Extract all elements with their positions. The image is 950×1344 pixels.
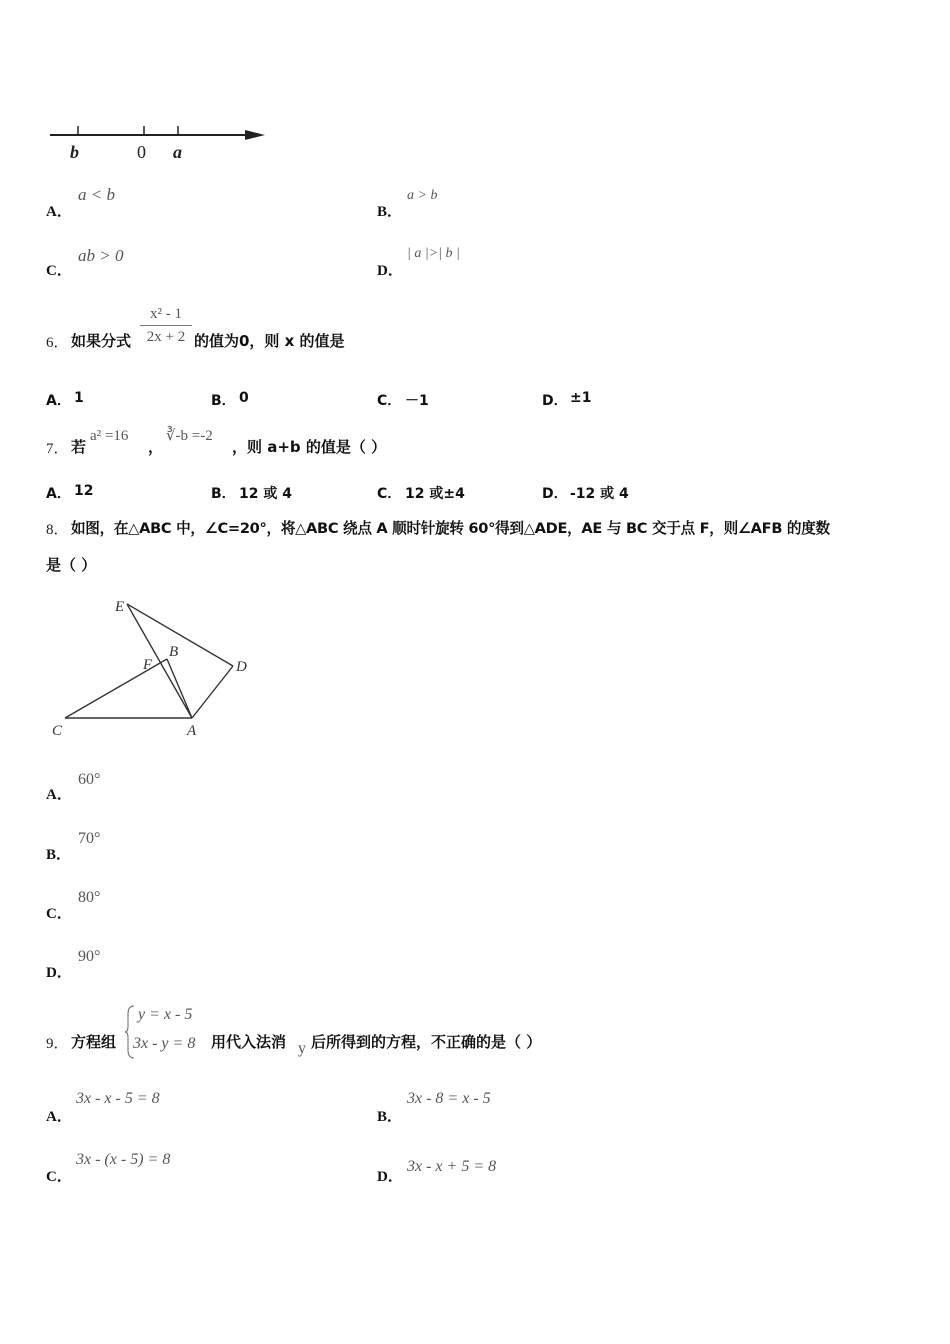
figure-label-f: F	[143, 657, 153, 673]
q6-number: 6．	[46, 335, 69, 351]
q7-cond2: ∛-b =-2	[166, 428, 213, 444]
q8-option-b-value: 70°	[78, 830, 101, 847]
segment-DA	[192, 666, 233, 718]
q5-option-a-expr: a < b	[78, 185, 115, 204]
q5-option-a-label: A．	[46, 204, 72, 220]
q5-option-b-label: B．	[377, 204, 403, 220]
number-line-arrow	[245, 130, 265, 140]
q8-option-b-label: B．	[46, 847, 72, 863]
q7-prefix: 若	[71, 438, 87, 456]
q9-option-c-label: C．	[46, 1169, 72, 1185]
q9-prefix: 方程组	[71, 1033, 117, 1051]
q6-option-b-label: B．	[211, 393, 236, 409]
q5-option-c-expr: ab > 0	[78, 246, 124, 265]
q9-equation-1: y = x - 5	[138, 1006, 193, 1023]
q6-option-d-text: ±1	[570, 390, 592, 406]
q8-triangle-figure	[45, 592, 260, 742]
q7-number: 7．	[46, 441, 69, 457]
q6-option-c-text: －1	[405, 393, 429, 409]
q8-text-line2: 是（ ）	[46, 556, 97, 574]
q6-fraction	[140, 305, 192, 346]
q8-option-a-value: 60°	[78, 771, 101, 788]
segment-EA	[127, 604, 192, 718]
q9-option-a-label: A．	[46, 1109, 72, 1125]
q7-cond1: a² =16	[90, 428, 129, 444]
q7-option-a-label: A．	[46, 486, 71, 502]
q8-option-d-label: D．	[46, 965, 72, 981]
q6-numerator: x² - 1	[150, 306, 182, 322]
q9-option-d-label: D．	[377, 1169, 403, 1185]
q7-option-a-text: 12	[74, 483, 94, 499]
q7-option-c-text: 12 或±4	[405, 486, 465, 502]
number-line-figure	[45, 118, 275, 168]
q7-option-d-label: D．	[542, 486, 568, 502]
q6-prefix: 如果分式	[71, 332, 132, 350]
q9-option-a-expr: 3x - x - 5 = 8	[76, 1090, 160, 1107]
q9-option-d-expr: 3x - x + 5 = 8	[407, 1158, 497, 1175]
figure-label-d: D	[236, 659, 247, 675]
q6-option-d-label: D．	[542, 393, 568, 409]
q7-separator: ，	[148, 438, 164, 456]
q6-option-b-text: 0	[239, 390, 249, 406]
q5-option-c-label: C．	[46, 263, 72, 279]
q9-number: 9．	[46, 1036, 69, 1052]
q7-option-b-text: 12 或 4	[239, 486, 292, 502]
q8-text-line1: 如图，在△ABC 中，∠C=20°，将△ABC 绕点 A 顺时针旋转 60°得到△ADE，AE 与 BC 交于点 F，则∠AFB 的度数	[71, 520, 830, 537]
q7-option-b-label: B．	[211, 486, 236, 502]
q8-option-c-label: C．	[46, 906, 72, 922]
q9-middle-text: 用代入法消	[211, 1033, 287, 1051]
figure-label-e: E	[115, 599, 125, 615]
q6-denominator: 2x + 2	[146, 329, 186, 345]
number-line-label-a: a	[173, 142, 182, 162]
segment-BA	[167, 659, 192, 718]
q6-fraction-bar	[140, 325, 192, 326]
q9-equation-2: 3x - y = 8	[133, 1035, 196, 1052]
q8-option-c-value: 80°	[78, 889, 101, 906]
figure-label-b: B	[169, 644, 179, 660]
q6-option-c-label: C．	[377, 393, 402, 409]
q9-variable: y	[298, 1040, 306, 1057]
q8-option-d-value: 90°	[78, 948, 101, 965]
q8-option-a-label: A．	[46, 787, 72, 803]
q9-option-b-label: B．	[377, 1109, 403, 1125]
number-line-label-0: 0	[137, 142, 146, 162]
number-line-label-b: b	[70, 142, 79, 162]
q8-number: 8．	[46, 522, 69, 538]
q6-suffix: 的值为0，则 x 的值是	[194, 332, 345, 350]
q7-option-d-text: -12 或 4	[570, 486, 629, 502]
q6-option-a-text: 1	[74, 390, 84, 406]
q6-option-a-label: A．	[46, 393, 71, 409]
q7-option-c-label: C．	[377, 486, 402, 502]
q9-suffix: 后所得到的方程，不正确的是（ ）	[311, 1033, 542, 1051]
q7-suffix: ，则 a+b 的值是（ ）	[232, 438, 387, 456]
q9-option-c-expr: 3x - (x - 5) = 8	[76, 1151, 171, 1168]
q5-option-b-expr: a > b	[407, 188, 438, 203]
figure-label-a: A	[187, 723, 197, 739]
figure-label-c: C	[52, 723, 63, 739]
q9-option-b-expr: 3x - 8 = x - 5	[407, 1090, 491, 1107]
q5-option-d-label: D．	[377, 263, 403, 279]
q5-option-d-expr: | a |>| b |	[407, 246, 460, 261]
